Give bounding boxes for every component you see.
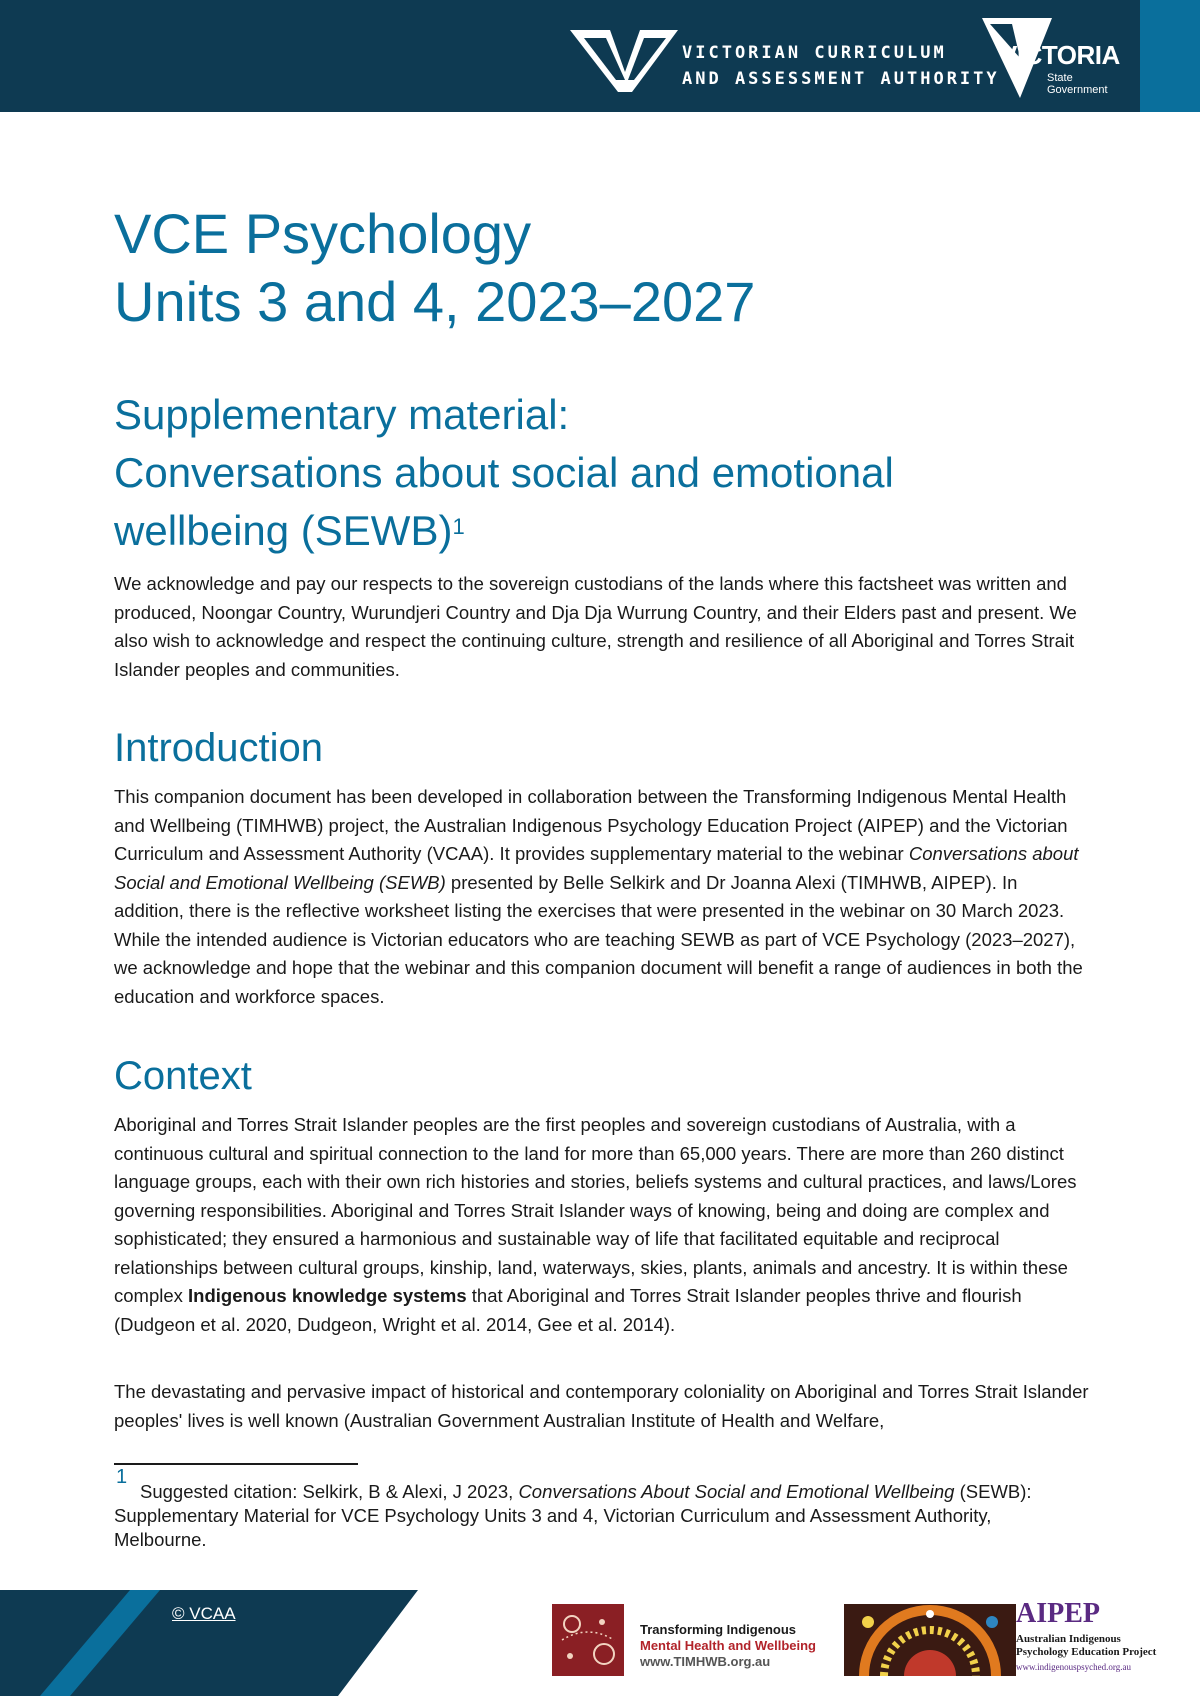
vcaa-name	[682, 40, 1000, 92]
subtitle-line2: Conversations about social and emotional	[114, 449, 894, 496]
victoria-sub-line2: Government	[1047, 84, 1108, 96]
timhwb-line2: Mental Health and Wellbeing	[640, 1638, 817, 1653]
timhwb-artwork-icon	[552, 1604, 624, 1676]
timhwb-line1: Transforming Indigenous	[640, 1622, 797, 1637]
aipep-artwork-icon	[844, 1604, 1016, 1676]
introduction-paragraph	[114, 783, 1089, 1011]
footnote-italic-title: Conversations About Social and Emotional Wellbeing	[518, 1481, 955, 1502]
footnote-text-2: (SEWB): Supplementary Material for VCE Psychology Units 3 and 4, Victorian Curriculum and Assessment Authority, Melbourne.	[114, 1481, 1032, 1550]
subtitle-line3: wellbeing (SEWB)	[114, 507, 453, 554]
aipep-title: AIPEP	[1016, 1598, 1100, 1629]
aipep-url: www.indigenouspsyched.org.au	[1016, 1662, 1131, 1672]
vcaa-name-line2: AND ASSESSMENT AUTHORITY	[682, 69, 1000, 89]
aipep-sub-line2: Psychology Education Project	[1016, 1646, 1157, 1658]
context-text-2: that Aboriginal and Torres Strait Islander peoples thrive and flourish (Dudgeon et al. 2020, Dudgeon, Wright et al. 2014, Gee et al. 2014).	[114, 1285, 1022, 1335]
title-line1: VCE Psychology	[114, 202, 532, 265]
webinar-title: Conversations about Social and Emotional Wellbeing (SEWB)	[114, 843, 1079, 893]
victoria-subtext	[1047, 72, 1108, 96]
subtitle-line1: Supplementary material:	[114, 391, 570, 438]
indigenous-knowledge-systems-term: Indigenous knowledge systems	[188, 1285, 467, 1306]
aipep-subtitle	[1016, 1633, 1156, 1659]
footnote-reference[interactable]: 1	[452, 514, 465, 539]
aipep-sub-line1: Australian Indigenous	[1016, 1633, 1121, 1645]
context-text-1: Aboriginal and Torres Strait Islander peoples are the first peoples and sovereign custodians of Australia, with a continuous cultural and spiritual connection to the land for more than 65,000 years. There are more than 260 distinct language groups, each with their own rich histories and stories, beliefs systems and cultural practices, and laws/Lores governing responsibilities. Aboriginal and Torres Strait Islander ways of knowing, being and doing are complex and sophisticated; they ensured a harmonious and sustainable way of life that facilitated equitable and reciprocal relationships between cultural groups, kinship, land, waterways, skies, plants, animals and ancestry. It is within these complex	[114, 1114, 1077, 1306]
vcaa-name-line1: VICTORIAN CURRICULUM	[682, 43, 947, 63]
timhwb-logo-text	[640, 1622, 816, 1670]
introduction-text-2: presented by Belle Selkirk and Dr Joanna Alexi (TIMHWB, AIPEP). In addition, there is the reflective worksheet listing the exercises that were presented in the webinar on 30 March 2023. While the intended audience is Victorian educators who are teaching SEWB as part of VCE Psychology (2023–2027), we acknowledge and hope that the webinar and this companion document will benefit a range of audiences in both the education and workforce spaces.	[114, 871, 1083, 1007]
title-line2: Units 3 and 4, 2023–2027	[114, 270, 756, 333]
timhwb-url: www.TIMHWB.org.au	[640, 1654, 771, 1669]
page-title	[114, 200, 755, 336]
introduction-text-1: This companion document has been developed in collaboration between the Transforming Indigenous Mental Health and Wellbeing (TIMHWB) project, the Australian Indigenous Psychology Education Project (AIPEP) and the Victorian Curriculum and Assessment Authority (VCAA). It provides supplementary material to the webinar	[114, 786, 1068, 864]
header-accent-stripe	[1140, 0, 1200, 112]
victoria-sub-line1: State	[1047, 72, 1073, 84]
footnote-separator	[114, 1463, 358, 1465]
vcaa-logo-icon	[570, 22, 680, 94]
context-paragraph-2: The devastating and pervasive impact of historical and contemporary coloniality on Aboriginal and Torres Strait Islander peoples' lives is well known (Australian Government Australian Institute of Health and Welfare,	[114, 1381, 1089, 1431]
acknowledgement-paragraph: We acknowledge and pay our respects to the sovereign custodians of the lands where this factsheet was written and produced, Noongar Country, Wurundjeri Country and Dja Dja Wurrung Country, and their Elders past and present. We also wish to acknowledge and respect the continuing culture, strength and resilience of all Aboriginal and Torres Strait Islander peoples and communities.	[114, 573, 1077, 680]
footnote-number: 1	[116, 1466, 128, 1488]
context-paragraph-1	[114, 1111, 1089, 1339]
footnote-text-1: Suggested citation: Selkirk, B & Alexi, J 2023,	[140, 1481, 519, 1502]
introduction-heading: Introduction	[114, 726, 324, 770]
page-subtitle	[114, 386, 894, 560]
context-heading: Context	[114, 1054, 252, 1098]
footnote-text	[114, 1480, 1089, 1552]
copyright-link[interactable]: © VCAA	[172, 1604, 236, 1623]
victoria-wordmark: VICTORIA	[1000, 40, 1120, 70]
